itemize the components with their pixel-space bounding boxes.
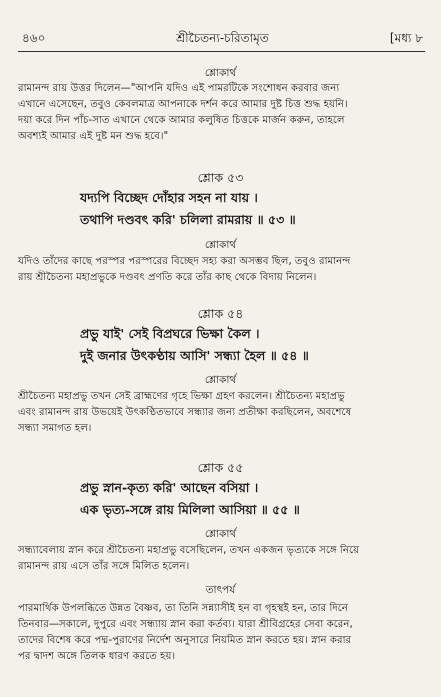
- translation-paragraph: [18, 81, 422, 145]
- book-title: শ্রীচৈতন্য-চরিতামৃত: [176, 31, 269, 45]
- text-line: রামানন্দ রায় এসে তাঁর সঙ্গে মিলিত হলেন।: [18, 561, 190, 572]
- page-number: ৪৬০: [22, 31, 46, 45]
- translation-heading: শ্লোকার্থ: [204, 374, 237, 386]
- translation-heading: শ্লোকার্থ: [204, 528, 237, 540]
- verse-line: এক ভৃত্য-সঙ্গে রায় মিলিলা আসিয়া ॥ ৫৫ ॥: [80, 502, 300, 517]
- text-line: রামানন্দ রায় উত্তর দিলেন—"আপনি যদিও এই পামরটিকে সংশোধন করবার জন্য: [18, 83, 340, 94]
- translation-paragraph: [18, 543, 422, 575]
- text-line: রায় শ্রীচৈতন্য মহাপ্রভুকে দণ্ডবৎ প্রণতি করে তাঁর কাছ থেকে বিদায় নিলেন।: [18, 272, 317, 283]
- verse-line: প্রভু স্নান-কৃত্য করি' আছেন বসিয়া ।: [80, 480, 259, 495]
- verse-line: তথাপি দণ্ডবৎ করি' চলিলা রামরায় ॥ ৫৩ ॥: [80, 212, 296, 227]
- text-line: তাদের বিশেষ করে পদ্ম-পুরাণের নির্দেশ অনুসারে নিয়মিত স্নান করতে হয়। স্নান করার: [18, 635, 352, 646]
- verse-line: দুই জনার উৎকণ্ঠায় আসি' সন্ধ্যা হৈল ॥ ৫৪ ॥: [80, 348, 309, 363]
- page-header: [22, 30, 423, 50]
- text-line: এবং রামানন্দ রায় উভয়েই উৎকণ্ঠিতভাবে সন্ধ্যার জন্য প্রতীক্ষা করছিলেন, অবশেষে: [18, 407, 352, 418]
- verse-line: যদ্যপি বিচ্ছেদ দোঁহার সহন না যায় ।: [80, 190, 258, 205]
- text-line: পর দ্বাদশ অঙ্গে তিলক ধারণ করতে হয়।: [18, 651, 176, 662]
- section-marker: [মধ্য ৮: [389, 31, 423, 45]
- translation-paragraph: [18, 389, 422, 437]
- purport-paragraph: [18, 601, 422, 665]
- text-line: দয়া করে দিন পাঁচ-সাত এখানে থেকে আমার কলুষিত চিত্তকে মার্জন করুন, তাহলে: [18, 115, 345, 126]
- translation-paragraph: [18, 254, 422, 286]
- translation-heading: শ্লোকার্থ: [204, 239, 237, 251]
- text-line: সন্ধ্যা সমাগত হল।: [18, 423, 92, 434]
- verse-number: শ্লোক ৫৩: [197, 170, 244, 185]
- verse-line: প্রভু যাই' সেই বিপ্রঘরে ভিক্ষা কৈল ।: [80, 326, 260, 341]
- text-line: শ্রীচৈতন্য মহাপ্রভু তখন সেই ব্রাহ্মণের গৃহে ভিক্ষা গ্রহণ করলেন। শ্রীচৈতন্য মহাপ্রভু: [18, 391, 345, 402]
- header-rule: [18, 51, 425, 52]
- text-line: যদিও তাঁদের কাছে পরস্পর পরস্পরের বিচ্ছেদ সহ্য করা অসম্ভব ছিল, তবুও রামানন্দ: [18, 256, 351, 267]
- purport-heading: তাৎপর্য: [205, 584, 236, 596]
- verse-number: শ্লোক ৫৪: [197, 306, 244, 321]
- text-line: পারমার্থিক উপলব্ধিতে উন্নত বৈষ্ণব, তা তিনি সন্ন্যাসীই হন বা গৃহস্থই হন, তার দিনে: [18, 603, 348, 614]
- text-line: সন্ধ্যাবেলায় স্নান করে শ্রীচৈতন্য মহাপ্রভু বসেছিলেন, তখন একজন ভৃত্যকে সঙ্গে নিয়ে: [18, 545, 360, 556]
- text-line: অবশ্যই আমার এই দুষ্ট মন শুদ্ধ হবে।": [18, 131, 169, 142]
- translation-heading: শ্লোকার্থ: [204, 67, 237, 79]
- text-line: এখানে এসেছেন, তবুও কেবলমাত্র আপনাকে দর্শন করে আমার দুষ্ট চিত্ত শুদ্ধ হয়নি।: [18, 99, 348, 110]
- text-line: তিনবার—সকালে, দুপুরে এবং সন্ধ্যায় স্নান করা কর্তব্য। যারা শ্রীবিগ্রহের সেবা করেন,: [18, 619, 353, 630]
- verse-number: শ্লোক ৫৫: [197, 460, 244, 475]
